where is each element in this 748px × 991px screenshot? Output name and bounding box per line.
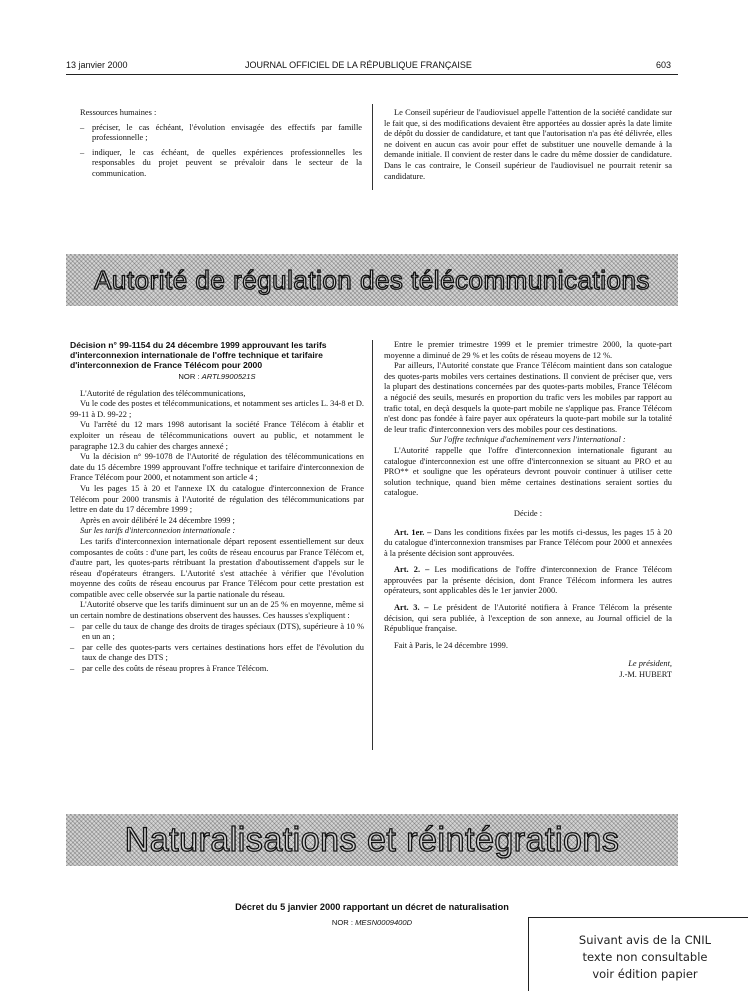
- visa-paragraph: Vu les pages 15 à 20 et l'annexe IX du catalogue d'interconnexion de France Télécom pour 2000 transmis à l'Autorité de régulation des télécommunications par lettre en date du 17 décembre 1999 ;: [70, 483, 364, 515]
- resources-item: – indiquer, le cas échéant, de quelles expériences professionnelles les responsables du projet peuvent se prévaloir dans le secteur de la communication.: [80, 148, 362, 180]
- decision-nor: [70, 372, 364, 383]
- banner-title: Naturalisations et réintégrations: [124, 820, 620, 859]
- visa-paragraph: Vu le code des postes et télécommunications, et notamment ses articles L. 34-8 et D. 99-11 à D. 99-22 ;: [70, 399, 364, 419]
- cnil-notice: [528, 917, 748, 991]
- csa-notice: Le Conseil supérieur de l'audiovisuel appelle l'attention de la société candidate sur le fait que, si des modifications devaient être apportées au dossier après la date limite de dépôt du dossier de candidature, et tant que l'autorisation n'a pas été délivrée, elles ne doivent en aucun cas avoir pour effet de substituer une nouvelle demande à la demande initiale. Il convient de rester dans le cadre du même dossier de candidature. Dans le cas contraire, le Conseil supérieur de l'audiovisuel ne pourrait retenir sa candidature.: [384, 108, 672, 181]
- cnil-line-3: voir édition papier: [592, 967, 698, 981]
- decide-heading: Décide :: [513, 508, 543, 518]
- visa-paragraph: L'Autorité de régulation des télécommunications,: [80, 388, 246, 398]
- article-label: Art. 3. –: [394, 603, 429, 613]
- done-at: Fait à Paris, le 24 décembre 1999.: [394, 640, 508, 650]
- decision-right-column: [384, 340, 672, 681]
- subheading-offre: Sur l'offre technique d'acheminement vers l'international :: [430, 435, 626, 445]
- nor-label: NOR :: [178, 372, 200, 381]
- header-rule: [66, 74, 678, 75]
- top-right-column: [384, 108, 672, 182]
- article-label: Art. 2. –: [394, 565, 430, 575]
- nor-code: ARTL9900521S: [201, 372, 256, 381]
- reason-item: – par celle du taux de change des droits de tirages spéciaux (DTS), supérieure à 10 % en un an ;: [70, 622, 364, 643]
- reason-item: – par celle des quotes-parts vers certaines destinations hors effet de l'évolution du taux de change des DTS ;: [70, 643, 364, 664]
- article-2: [384, 565, 672, 597]
- header-page-number: 603: [656, 60, 672, 70]
- article-label: Art. 1er. –: [394, 527, 432, 537]
- article-text: Le président de l'Autorité notifiera à France Télécom la présente décision, qui sera publiée, à l'exception de son annexe, au Journal officiel de la République française.: [384, 603, 672, 634]
- decision-title: Décision n° 99-1154 du 24 décembre 1999 approuvant les tarifs d'interconnexion internationale de l'offre technique et tarifaire d'interconnexion de France Télécom pour 2000: [70, 340, 327, 370]
- cnil-line-1: Suivant avis de la CNIL: [578, 933, 712, 947]
- body-paragraph: Les tarifs d'interconnexion internationale départ reposent essentiellement sur deux composantes de coûts : d'une part, les coûts de réseau encourus par France Télécom et, d'autre part, les quotes-parts rétribuant la prestation d'aboutissement d'appels sur le réseau d'opérateurs étrangers. L'Autorité s'est attachée à vérifier que l'évolution moyenne des coûts de réseau encourus par France Télécom pour cette prestation est compatible avec celle observée sur la partie nationale du réseau.: [70, 536, 364, 599]
- body-paragraph: Par ailleurs, l'Autorité constate que France Télécom maintient dans son catalogue des quotes-parts mobiles vers certaines destinations. Il convient de préciser que, vers la plupart des destinations concernées par des quotes-parts mobiles, France Télécom a négocié des seuils, mesurés en proportion du trafic vers les mobiles par rapport au trafic total, en deçà desquels la quote-part mobile ne s'applique pas. France Télécom n'est donc pas fondée à faire payer aux opérateurs la quote-part mobile sur la totalité de leur trafic d'interconnexion vers des mobiles pour ces destinations.: [384, 361, 672, 434]
- section-banner-naturalisations: [66, 814, 678, 866]
- banner-title: Autorité de régulation des télécommunications: [94, 264, 650, 295]
- resources-heading: Ressources humaines :: [80, 108, 157, 117]
- section-banner-arcep: [66, 254, 678, 306]
- column-divider: [372, 104, 373, 190]
- visa-paragraph: Après en avoir délibéré le 24 décembre 1999 ;: [80, 515, 235, 525]
- nor-code: MESN0009400D: [355, 918, 413, 927]
- cnil-line-2: texte non consultable: [582, 950, 708, 964]
- body-paragraph: L'Autorité observe que les tarifs diminuent sur un an de 25 % en moyenne, même si un certain nombre de destinations observent des hausses. Ces hausses s'expliquent :: [70, 600, 364, 621]
- article-text: Les modifications de l'offre d'interconnexion de France Télécom approuvées par la présente décision, dont France Télécom informera les autres opérateurs, sont applicables dès le 1er janvier 2000.: [384, 565, 672, 596]
- subheading-tarifs: Sur les tarifs d'interconnexion internationale :: [80, 526, 236, 536]
- body-paragraph: Entre le premier trimestre 1999 et le premier trimestre 2000, la quote-part moyenne a diminué de 29 % et les coûts de réseau moyens de 12 %.: [384, 340, 672, 360]
- resources-item: – préciser, le cas échéant, l'évolution envisagée des effectifs par famille professionnelle ;: [80, 123, 362, 144]
- visa-paragraph: Vu la décision n° 99-1078 de l'Autorité de régulation des télécommunications en date du 15 décembre 1999 approuvant l'offre technique et tarifaire d'interconnexion de France Télécom pour 2000, et notamment son article 4 ;: [70, 452, 364, 483]
- signature-name: J.-M. HUBERT: [619, 670, 672, 680]
- top-left-column: [80, 108, 362, 180]
- decret-title: Décret du 5 janvier 2000 rapportant un décret de naturalisation: [235, 902, 509, 912]
- article-text: Dans les conditions fixées par les motifs ci-dessus, les pages 15 à 20 du catalogue d'interconnexion transmises par France Télécom pour 2000 et annexées à la présente décision sont approuvées.: [384, 527, 673, 558]
- header-date: 13 janvier 2000: [66, 60, 128, 70]
- body-paragraph: L'Autorité rappelle que l'offre d'interconnexion internationale figurant au catalogue d'interconnexion est une offre d'interconnexion se situant au PRO et au PRO** et souligne que les opérateurs devront pouvoir continuer à utiliser cette solution technique, quand bien même certaines destinations seraient sorties du catalogue.: [384, 445, 672, 498]
- nor-label: NOR :: [331, 918, 353, 927]
- decision-left-column: [70, 340, 364, 675]
- signature-role: Le président,: [628, 659, 672, 669]
- article-3: [384, 603, 672, 635]
- article-1: [384, 528, 672, 560]
- column-divider: [372, 340, 373, 750]
- reason-item: – par celle des coûts de réseau propres à France Télécom.: [70, 664, 364, 675]
- header-journal-title: JOURNAL OFFICIEL DE LA RÉPUBLIQUE FRANÇAISE: [245, 60, 472, 70]
- visa-paragraph: Vu l'arrêté du 12 mars 1998 autorisant la société France Télécom à établir et exploiter un réseau de télécommunications ouvert au public, et notamment le paragraphe 12.3 du cahier des charges annexé ;: [70, 420, 364, 451]
